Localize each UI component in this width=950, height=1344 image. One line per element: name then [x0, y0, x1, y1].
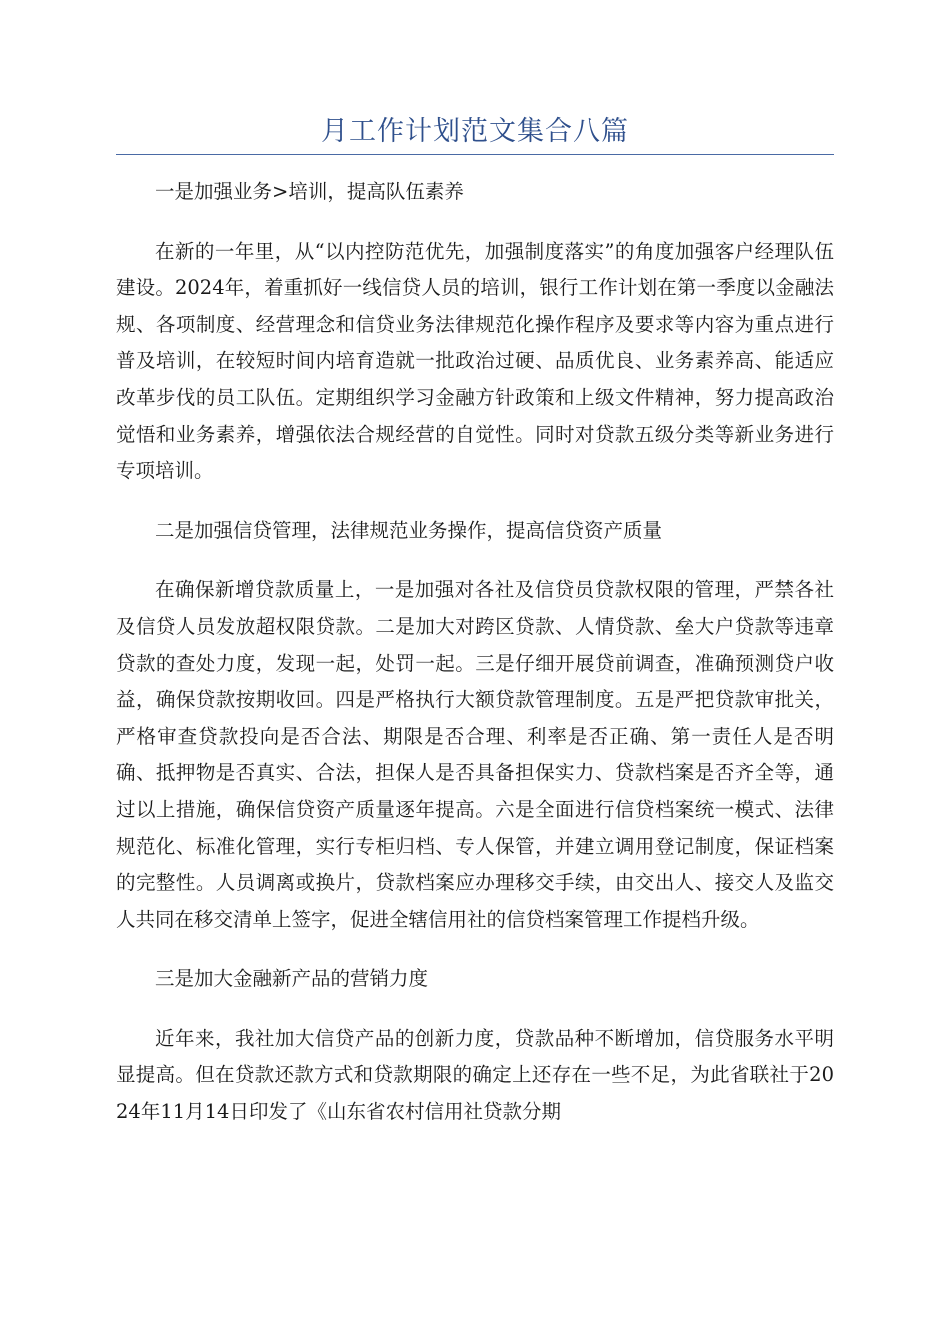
paragraph-1: 在新的一年里，从“以内控防范优先，加强制度落实”的角度加强客户经理队伍建设。2024年，着重抓好一线信贷人员的培训，银行工作计划在第一季度以金融法规、各项制度、经营理念和信贷业务法律规范化操作程序及要求等内容为重点进行普及培训，在较短时间内培育造就一批政治过硬、品质优良、业务素养高、能适应改革步伐的员工队伍。定期组织学习金融方针政策和上级文件精神，努力提高政治觉悟和业务素养，增强依法合规经营的自觉性。同时对贷款五级分类等新业务进行专项培训。 [116, 239, 834, 483]
paragraph-3: 近年来，我社加大信贷产品的创新力度，贷款品种不断增加，信贷服务水平明显提高。但在贷款还款方式和贷款期限的确定上还存在一些不足，为此省联社于2024年11月14日印发了《山东省农村信用社贷款分期 [116, 1026, 834, 1124]
paragraph-2: 在确保新增贷款质量上，一是加强对各社及信贷员贷款权限的管理，严禁各社及信贷人员发放超权限贷款。二是加大对跨区贷款、人情贷款、垒大户贷款等违章贷款的查处力度，发现一起，处罚一起。三是仔细开展贷前调查，准确预测贷户收益，确保贷款按期收回。四是严格执行大额贷款管理制度。五是严把贷款审批关，严格审查贷款投向是否合法、期限是否合理、利率是否正确、第一责任人是否明确、抵押物是否真实、合法，担保人是否具备担保实力、贷款档案是否齐全等，通过以上措施，确保信贷资产质量逐年提高。六是全面进行信贷档案统一模式、法律规范化、标准化管理，实行专柜归档、专人保管，并建立调用登记制度，保证档案的完整性。人员调离或换片，贷款档案应办理移交手续，由交出人、接交人及监交人共同在移交清单上签字，促进全辖信用社的信贷档案管理工作提档升级。 [116, 578, 834, 931]
section-heading-3: 三是加大金融新产品的营销力度 [155, 967, 429, 991]
title-underline [116, 154, 834, 155]
section-heading-1: 一是加强业务>培训，提高队伍素养 [155, 180, 464, 203]
section-heading-2: 二是加强信贷管理，法律规范业务操作，提高信贷资产质量 [155, 518, 663, 542]
document-title: 月工作计划范文集合八篇 [321, 116, 629, 147]
document-body [116, 174, 834, 1154]
